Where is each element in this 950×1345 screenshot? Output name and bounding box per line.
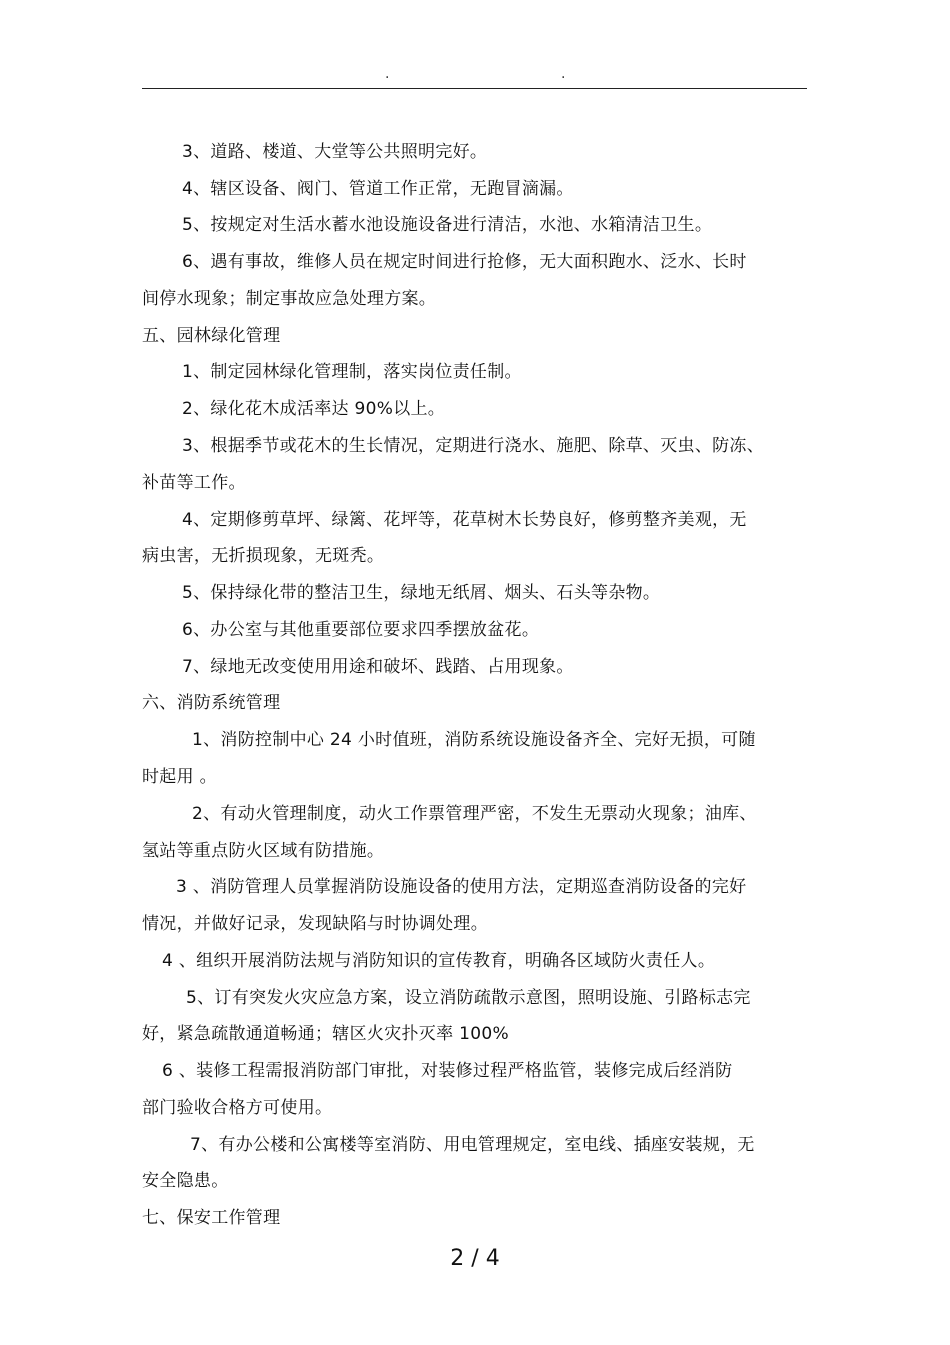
text-line: 4 、组织开展消防法规与消防知识的宣传教育，明确各区域防火责任人。 <box>162 951 716 971</box>
text-line: 间停水现象；制定事故应急处理方案。 <box>142 289 437 309</box>
text-line: 5、订有突发火灾应急方案，设立消防疏散示意图，照明设施、引路标志完 <box>186 988 751 1008</box>
text-line: 补苗等工作。 <box>142 473 246 493</box>
text-line: 1、制定园林绿化管理制，落实岗位责任制。 <box>182 362 522 382</box>
text-line: 5、保持绿化带的整洁卫生，绿地无纸屑、烟头、石头等杂物。 <box>182 583 661 603</box>
text-line: 6、办公室与其他重要部位要求四季摆放盆花。 <box>182 620 540 640</box>
section-heading: 六、消防系统管理 <box>142 693 281 713</box>
section-heading: 七、保安工作管理 <box>142 1208 281 1228</box>
text-line: 安全隐患。 <box>142 1171 229 1191</box>
text-line: 2、绿化花木成活率达 90%以上。 <box>182 399 446 419</box>
text-line: 时起用 。 <box>142 767 217 787</box>
header-rule <box>142 88 807 89</box>
text-line: 7、绿地无改变使用用途和破坏、践踏、占用现象。 <box>182 657 574 677</box>
section-heading: 五、园林绿化管理 <box>142 326 281 346</box>
header-dot-left: . <box>385 66 390 82</box>
text-line: 部门验收合格方可使用。 <box>142 1098 333 1118</box>
text-line: 3 、消防管理人员掌握消防设施设备的使用方法，定期巡查消防设备的完好 <box>176 877 747 897</box>
text-line: 7、有办公楼和公寓楼等室消防、用电管理规定，室电线、插座安装规，无 <box>190 1135 755 1155</box>
text-line: 1、消防控制中心 24 小时值班，消防系统设施设备齐全、完好无损，可随 <box>192 730 756 750</box>
text-line: 6、遇有事故，维修人员在规定时间进行抢修，无大面积跑水、泛水、长时 <box>182 252 747 272</box>
text-line: 2、有动火管理制度，动火工作票管理严密，不发生无票动火现象；油库、 <box>192 804 757 824</box>
text-line: 3、根据季节或花木的生长情况，定期进行浇水、施肥、除草、灭虫、防冻、 <box>182 436 765 456</box>
text-line: 4、定期修剪草坪、绿篱、花坪等，花草树木长势良好，修剪整齐美观，无 <box>182 510 747 530</box>
text-line: 情况，并做好记录，发现缺陷与时协调处理。 <box>142 914 488 934</box>
text-line: 氢站等重点防火区域有防措施。 <box>142 841 385 861</box>
text-line: 5、按规定对生活水蓄水池设施设备进行清洁，水池、水箱清洁卫生。 <box>182 215 713 235</box>
text-line: 6 、装修工程需报消防部门审批，对装修过程严格监管，装修完成后经消防 <box>162 1061 733 1081</box>
header-dot-right: . <box>561 66 566 82</box>
text-line: 3、道路、楼道、大堂等公共照明完好。 <box>182 142 488 162</box>
text-line: 好，紧急疏散通道畅通；辖区火灾扑灭率 100% <box>142 1024 509 1044</box>
text-line: 病虫害，无折损现象，无斑秃。 <box>142 546 385 566</box>
text-line: 4、辖区设备、阀门、管道工作正常，无跑冒滴漏。 <box>182 179 574 199</box>
page-indicator: 2 / 4 <box>450 1246 500 1271</box>
